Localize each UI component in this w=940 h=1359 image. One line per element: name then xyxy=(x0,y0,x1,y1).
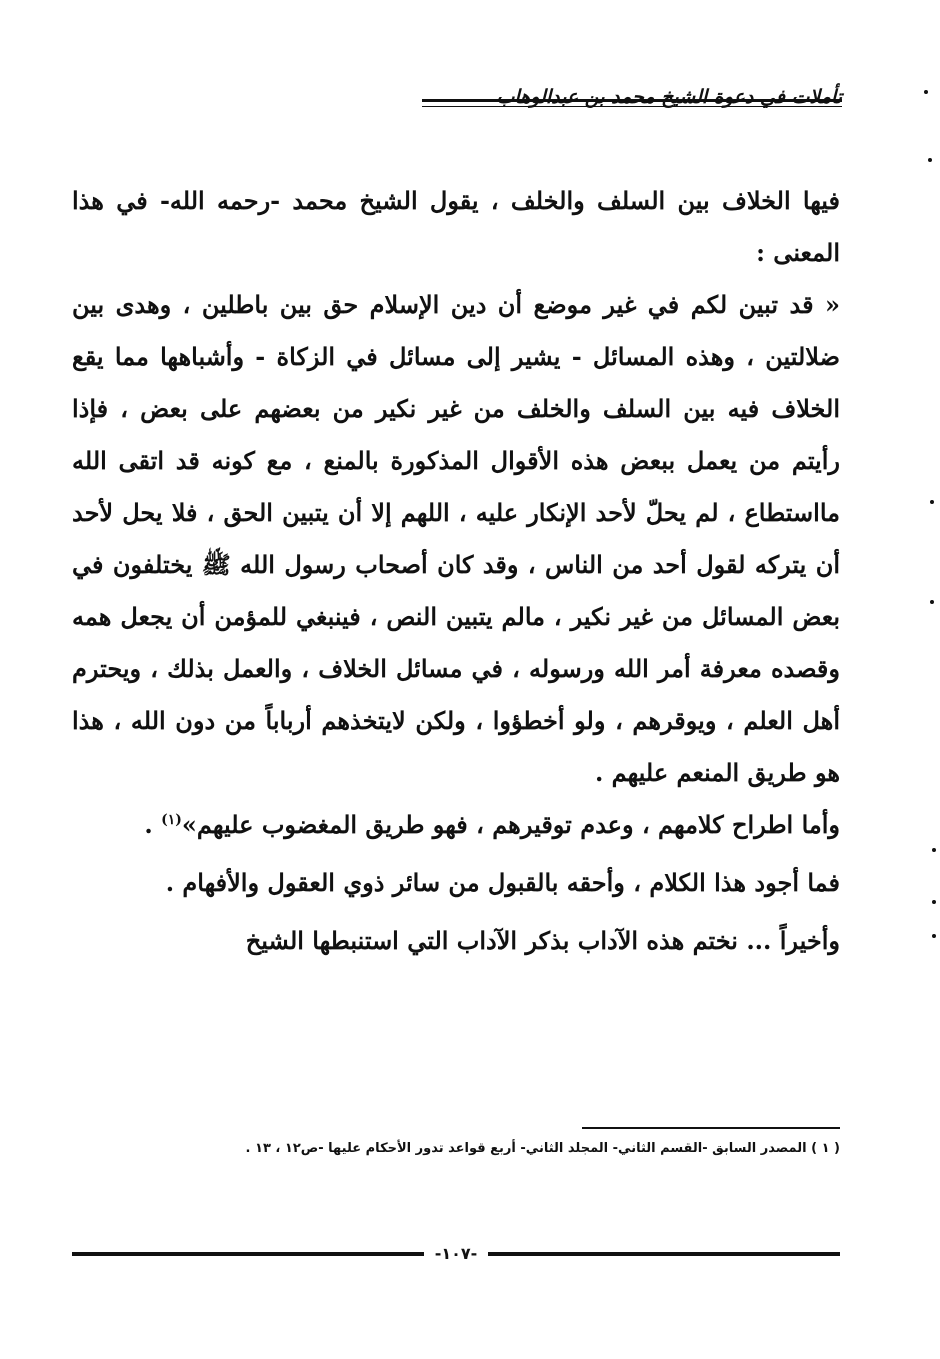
footnote-separator xyxy=(582,1127,840,1129)
body-text xyxy=(72,175,840,967)
quote-paragraph: « قد تبين لكم في غير موضع أن دين الإسلام حق بين باطلين ، وهدى بين ضلالتين ، وهذه المسائل - يشير إلى مسائل في الزكاة - وأشباهها مما يقع الخلاف فيه بين السلف والخلف من غير نكير من بعضهم على بعض ، فإذا رأيتم من يعمل ببعض هذه الأقوال المذكورة بالمنع ، مع كونه قد اتقى الله مااستطاع ، لم يحلّ لأحد الإنكار عليه ، اللهم إلا أن يتبين الحق ، فلا يحل لأحد أن يتركه لقول أحد من الناس ، وقد كان أصحاب رسول الله ﷺ يختلفون في بعض المسائل من غير نكير ، مالم يتبين النص ، فينبغي للمؤمن أن يجعل همه وقصده معرفة أمر الله ورسوله ، في مسائل الخلاف ، والعمل بذلك ، ويحترم أهل العلم ، ويوقرهم ، ولو أخطؤوا ، ولكن لايتخذهم أرباباً من دون الله ، هذا هو طريق المنعم عليهم . xyxy=(72,290,840,787)
scan-speck xyxy=(932,934,936,938)
footnote-ref: (١) xyxy=(161,812,182,828)
scan-speck xyxy=(924,90,928,94)
quote-end-text: وأما اطراح كلامهم ، وعدم توقيرهم ، فهو طريق المغضوب عليهم» xyxy=(181,810,840,839)
scan-speck xyxy=(928,158,932,162)
comment-paragraph: فما أجود هذا الكلام ، وأحقه بالقبول من سائر ذوي العقول والأفهام . xyxy=(165,868,840,897)
footnote: ( ١ ) المصدر السابق -القسم الثاني- المجلد الثاني- أربع قواعد تدور الأحكام عليها -ص١٢ ، ١٣ . xyxy=(245,1141,840,1156)
scan-speck xyxy=(930,600,934,604)
scan-speck xyxy=(930,500,934,504)
header-title: تأملات في دعوة الشيخ محمد بن عبدالوهاب xyxy=(496,86,842,108)
running-header xyxy=(70,82,842,112)
closing-paragraph: وأخيراً ... نختم هذه الآداب بذكر الآداب التي استنبطها الشيخ xyxy=(245,926,840,955)
page-footer xyxy=(72,1240,840,1270)
intro-paragraph: فيها الخلاف بين السلف والخلف ، يقول الشيخ محمد -رحمه الله- في هذا المعنى : xyxy=(72,186,840,267)
footer-rule-left xyxy=(72,1252,424,1256)
quote-end-paragraph xyxy=(72,799,840,851)
scan-speck xyxy=(932,848,936,852)
page-number: -١٠٧- xyxy=(434,1244,478,1263)
scan-speck xyxy=(932,900,936,904)
footer-rule-right xyxy=(488,1252,840,1256)
quote-end-tail: . xyxy=(144,810,162,839)
